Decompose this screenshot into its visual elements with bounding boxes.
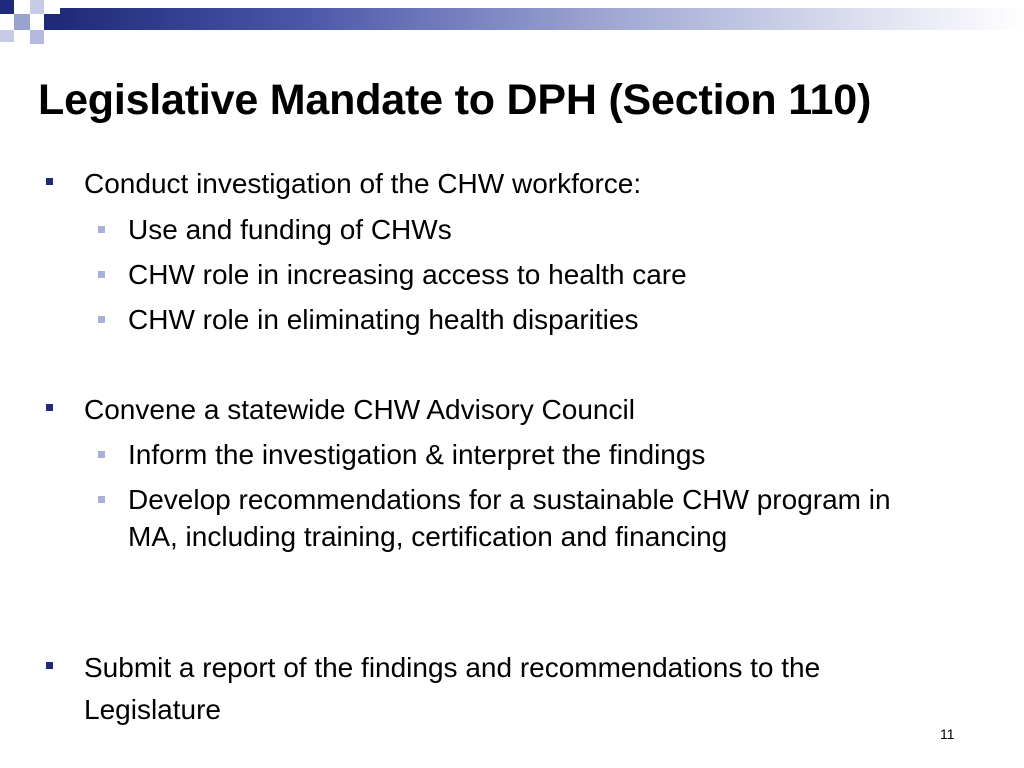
bullet-text: Conduct investigation of the CHW workforce: <box>84 168 642 199</box>
sub-bullet-item <box>98 256 928 293</box>
sub-bullet-item <box>98 211 928 248</box>
square-bullet-icon <box>46 178 53 185</box>
square-sub-bullet-icon <box>98 496 105 503</box>
sub-bullet-text: Use and funding of CHWs <box>128 214 452 245</box>
square-sub-bullet-icon <box>98 271 105 278</box>
page-number: 11 <box>940 726 955 742</box>
bullet-text: Submit a report of the findings and recommendations to the Legislature <box>84 652 821 725</box>
sub-bullet-item <box>98 481 928 555</box>
bullet-item <box>46 389 946 431</box>
bullet-text: Convene a statewide CHW Advisory Council <box>84 394 635 425</box>
sub-bullet-text: CHW role in eliminating health disparities <box>128 304 639 335</box>
square-bullet-icon <box>46 662 53 669</box>
sub-bullet-text: Inform the investigation & interpret the findings <box>128 439 706 470</box>
square-bullet-icon <box>46 404 53 411</box>
slide-title: Legislative Mandate to DPH (Section 110) <box>38 76 872 124</box>
bullet-item <box>46 163 946 205</box>
sub-bullet-text: CHW role in increasing access to health care <box>128 259 687 290</box>
square-sub-bullet-icon <box>98 316 105 323</box>
sub-bullet-item <box>98 436 928 473</box>
sub-bullet-text: Develop recommendations for a sustainable CHW program in MA, including training, certification and financing <box>128 484 891 552</box>
bullet-item <box>46 647 946 731</box>
square-sub-bullet-icon <box>98 451 105 458</box>
square-sub-bullet-icon <box>98 226 105 233</box>
sub-bullet-item <box>98 301 928 338</box>
